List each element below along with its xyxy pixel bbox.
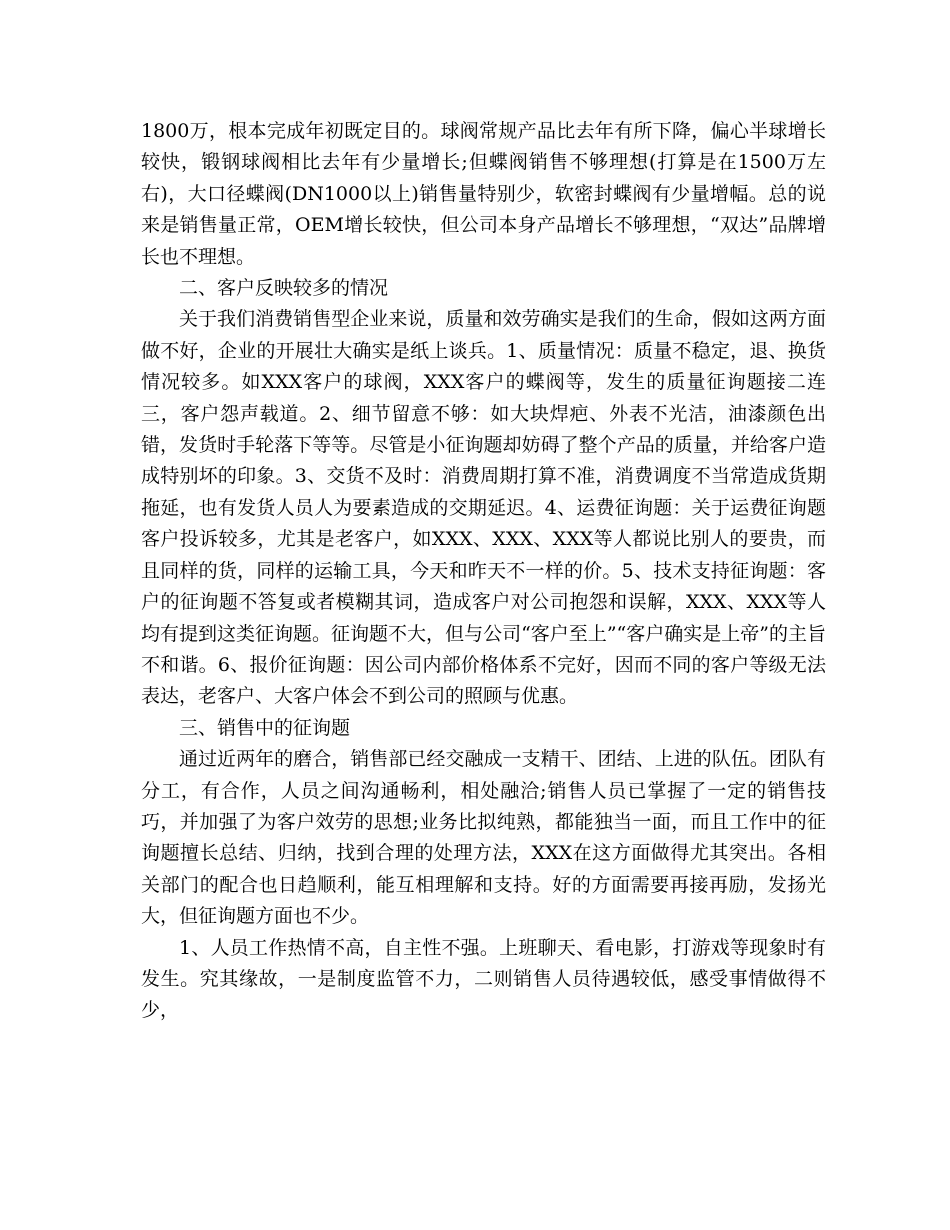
section-heading-sales-issues: 三、销售中的征询题 <box>179 716 351 739</box>
paragraph-issue-1: 1、人员工作热情不高，自主性不强。上班聊天、看电影，打游戏等现象时有发生。究其缘故，一是制度监管不力，二则销售人员待遇较低，感受事情做得不少， <box>141 936 826 1022</box>
paragraph-customer-feedback: 关于我们消费销售型企业来说，质量和效劳确实是我们的生命，假如这两方面做不好，企业的开展壮大确实是纸上谈兵。1、质量情况：质量不稳定，退、换货情况较多。如XXX客户的球阀，XXX客户的蝶阀等，发生的质量征询题接二连三，客户怨声载道。2、细节留意不够：如大块焊疤、外表不光洁，油漆颜色出错，发货时手轮落下等等。尽管是小征询题却妨碍了整个产品的质量，并给客户造成特别坏的印象。3、交货不及时：消费周期打算不准，消费调度不当常造成货期拖延，也有发货人员人为要素造成的交期延迟。4、运费征询题：关于运费征询题客户投诉较多，尤其是老客户，如XXX、XXX、XXX等人都说比别人的要贵，而且同样的货，同样的运输工具，今天和昨天不一样的价。5、技术支持征询题：客户的征询题不答复或者模糊其词，造成客户对公司抱怨和误解，XXX、XXX等人均有提到这类征询题。征询题不大，但与公司“客户至上”“客户确实是上帝”的主旨不和谐。6、报价征询题：因公司内部价格体系不完好，因而不同的客户等级无法表达，老客户、大客户体会不到公司的照顾与优惠。 <box>141 308 826 708</box>
section-heading-customer-feedback: 二、客户反映较多的情况 <box>179 277 389 300</box>
paragraph-sales-summary: 1800万，根本完成年初既定目的。球阀常规产品比去年有所下降，偏心半球增长较快，锻钢球阀相比去年有少量增长;但蝶阀销售不够理想(打算是在1500万左右)，大口径蝶阀(DN1000以上)销售量特别少，软密封蝶阀有少量增幅。总的说来是销售量正常，OEM增长较快，但公司本身产品增长不够理想，“双达”品牌增长也不理想。 <box>141 120 826 268</box>
document-body <box>141 116 826 1027</box>
paragraph-team-overview: 通过近两年的磨合，销售部已经交融成一支精干、团结、上进的队伍。团队有分工，有合作，人员之间沟通畅利，相处融洽;销售人员已掌握了一定的销售技巧，并加强了为客户效劳的思想;业务比拟纯熟，都能独当一面，而且工作中的征询题擅长总结、归纳，找到合理的处理方法，XXX在这方面做得尤其突出。各相关部门的配合也日趋顺利，能互相理解和支持。好的方面需要再接再励，发扬光大，但征询题方面也不少。 <box>141 748 826 928</box>
